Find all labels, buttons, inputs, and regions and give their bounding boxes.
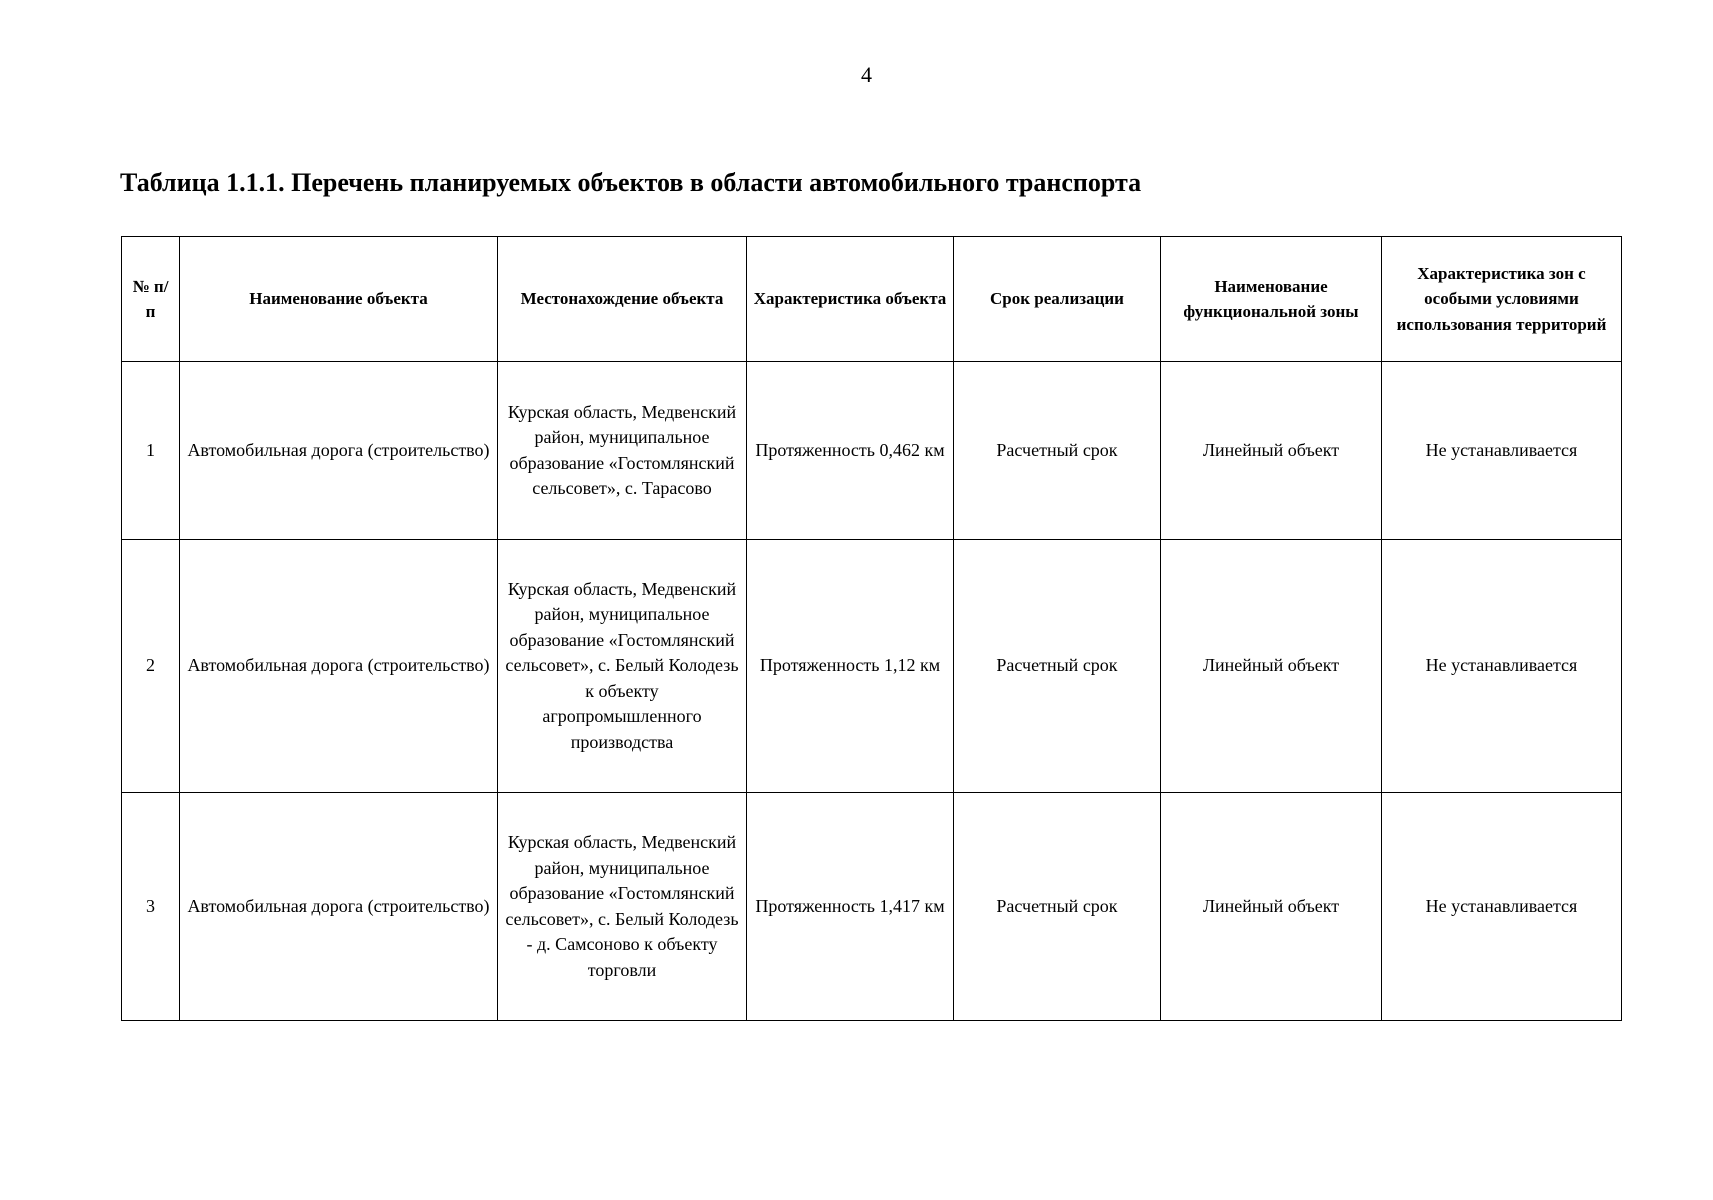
table-row: [122, 362, 1622, 540]
table-header-row: [122, 237, 1622, 362]
header-characteristic: Характеристика объекта: [747, 237, 954, 362]
cell-functional-zone: Линейный объект: [1161, 362, 1382, 540]
page-number: 4: [861, 62, 872, 87]
table-row: [122, 793, 1622, 1021]
header-location: Местонахождение объекта: [498, 237, 747, 362]
header-object-name: Наименование объекта: [180, 237, 498, 362]
header-special-zones: Характеристика зон с особыми условиями использования территорий: [1382, 237, 1622, 362]
cell-term: Расчетный срок: [954, 362, 1161, 540]
header-number: № п/п: [122, 237, 180, 362]
cell-special-zones: Не устанавливается: [1382, 793, 1622, 1021]
cell-term: Расчетный срок: [954, 540, 1161, 793]
cell-object-name: Автомобильная дорога (строительство): [180, 540, 498, 793]
table-title: Таблица 1.1.1. Перечень планируемых объектов в области автомобильного транспорта: [120, 168, 1142, 197]
cell-number: 2: [122, 540, 180, 793]
header-term: Срок реализации: [954, 237, 1161, 362]
cell-functional-zone: Линейный объект: [1161, 793, 1382, 1021]
cell-characteristic: Протяженность 1,12 км: [747, 540, 954, 793]
cell-functional-zone: Линейный объект: [1161, 540, 1382, 793]
cell-location: Курская область, Медвенский район, муниципальное образование «Гостомлянский сельсовет», с. Белый Колодезь к объекту агропромышленного производства: [498, 540, 747, 793]
table-row: [122, 540, 1622, 793]
cell-characteristic: Протяженность 1,417 км: [747, 793, 954, 1021]
cell-special-zones: Не устанавливается: [1382, 540, 1622, 793]
cell-number: 1: [122, 362, 180, 540]
cell-object-name: Автомобильная дорога (строительство): [180, 362, 498, 540]
cell-object-name: Автомобильная дорога (строительство): [180, 793, 498, 1021]
cell-term: Расчетный срок: [954, 793, 1161, 1021]
header-functional-zone: Наименование функциональной зоны: [1161, 237, 1382, 362]
cell-location: Курская область, Медвенский район, муниципальное образование «Гостомлянский сельсовет», с. Тарасово: [498, 362, 747, 540]
cell-location: Курская область, Медвенский район, муниципальное образование «Гостомлянский сельсовет», с. Белый Колодезь - д. Самсоново к объекту торговли: [498, 793, 747, 1021]
cell-special-zones: Не устанавливается: [1382, 362, 1622, 540]
objects-table: [121, 236, 1622, 1021]
cell-characteristic: Протяженность 0,462 км: [747, 362, 954, 540]
cell-number: 3: [122, 793, 180, 1021]
